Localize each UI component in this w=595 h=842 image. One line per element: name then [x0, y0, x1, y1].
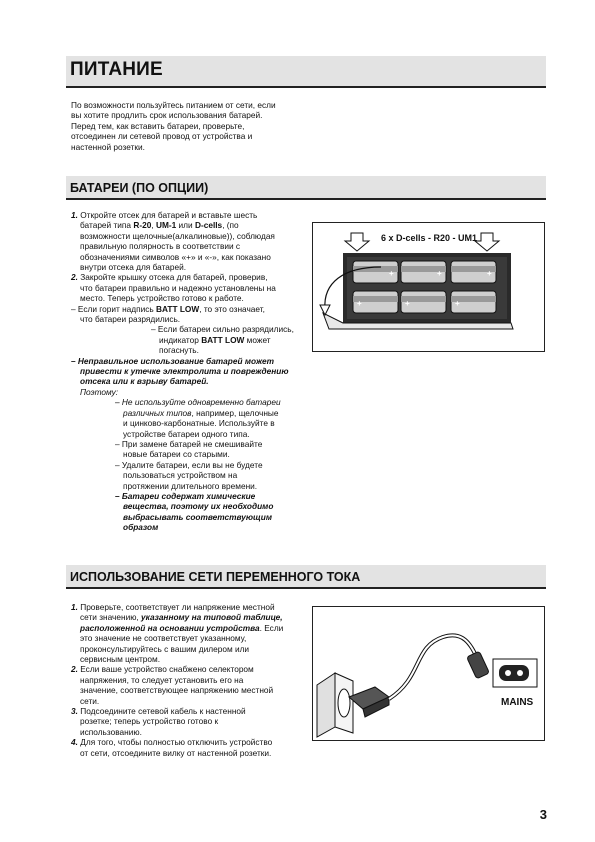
- step-text: ,: [151, 220, 156, 231]
- rating-plate-text: расположенной на основании устройства: [80, 622, 260, 633]
- step-text: сети.: [80, 695, 100, 706]
- power-intro-line: Перед тем, как вставить батареи, проверьте,: [71, 120, 245, 131]
- step-text: Проверьте, соответствует ли напряжение местной: [80, 602, 275, 612]
- rating-plate-text: указанному на типовой таблице,: [141, 612, 283, 623]
- svg-text:+: +: [455, 299, 460, 308]
- step-text: возможности щелочные(алкалиновые)), соблюдая: [80, 230, 275, 241]
- power-intro-line: отсоединен ли сетевой провод от устройства и: [71, 131, 253, 142]
- step-text: внутри отсека для батарей.: [80, 262, 187, 273]
- step-text: место. Теперь устройство готово к работе.: [80, 293, 244, 304]
- appliance-connector: [467, 651, 490, 679]
- step-number: 2.: [71, 272, 78, 283]
- svg-text:+: +: [389, 269, 394, 278]
- note-text: индикатор: [159, 334, 202, 345]
- disposal-text: различных типов: [123, 407, 192, 418]
- mains-heading: ИСПОЛЬЗОВАНИЕ СЕТИ ПЕРЕМЕННОГО ТОКА: [70, 570, 361, 584]
- disposal-text: – Удалите батареи, если вы не будете: [115, 459, 263, 470]
- batteries-text: [71, 210, 306, 533]
- step-text: розетке; теперь устройство готово к: [80, 716, 219, 727]
- step-number: 1.: [71, 210, 78, 220]
- step-text: Откройте отсек для батарей и вставьте шесть: [80, 210, 258, 220]
- insert-arrow-left: [345, 233, 369, 251]
- step-text: Если ваше устройство снабжено селектором: [80, 664, 254, 675]
- batteries-heading: БАТАРЕИ (ПО ОПЦИИ): [70, 181, 209, 195]
- step-text: Закройте крышку отсека для батарей, проверив,: [80, 272, 268, 283]
- battery-type-dcells: D-cells: [194, 220, 223, 231]
- power-intro-line: По возможности пользуйтесь питанием от сети, если: [71, 100, 276, 110]
- power-intro: [71, 100, 276, 152]
- step-text: использованию.: [80, 726, 142, 737]
- power-intro-line: настенной розетки.: [71, 141, 145, 152]
- svg-text:+: +: [405, 299, 410, 308]
- step-number: 3.: [71, 706, 78, 717]
- warning-text: привести к утечке электролита и повреждению: [80, 366, 289, 377]
- step-text: . Если: [259, 622, 284, 633]
- warning-text: – Неправильное использование батарей может: [71, 355, 275, 366]
- step-text: батарей типа: [80, 220, 134, 231]
- note-text: – Если горит надпись: [71, 303, 157, 314]
- step-text: Для того, чтобы полностью отключить устройство: [80, 737, 273, 748]
- mains-cable: [389, 635, 481, 699]
- step-1-line-2: [71, 220, 306, 230]
- battery-row-bottom: [353, 291, 496, 313]
- battery-type-r20: R-20: [133, 220, 152, 231]
- batt-low-note: [71, 304, 306, 314]
- step-1-line: [71, 210, 306, 220]
- disposal-text: и цинково-карбонатные. Используйте в: [123, 418, 275, 429]
- step-text: сервисным центром.: [80, 654, 161, 665]
- battery-type-um1: UM-1: [155, 220, 177, 231]
- step-text: напряжения, то следует установить его на: [80, 674, 244, 685]
- svg-text:+: +: [487, 269, 492, 278]
- mains-plug-illustration: [313, 607, 544, 740]
- therefore-label: Поэтому:: [80, 386, 119, 397]
- mains-label: MAINS: [501, 697, 534, 708]
- note-text: что батареи разрядились.: [80, 314, 181, 325]
- svg-text:+: +: [357, 299, 362, 308]
- power-intro-line: вы хотите продлить срок использования батарей.: [71, 110, 263, 121]
- disposal-text: новые батареи со старыми.: [123, 449, 230, 460]
- battery-figure-label: 6 x D-cells - R20 - UM1: [381, 233, 478, 243]
- disposal-text: – Не используйте одновременно батареи: [115, 397, 281, 408]
- svg-text:+: +: [437, 269, 442, 278]
- step-text: значение, соответствующее напряжению местной: [80, 685, 274, 696]
- batt-low-label: BATT LOW: [201, 334, 245, 345]
- disposal-warning: – Батареи содержат химические: [115, 490, 256, 501]
- step-text: сети значению,: [80, 612, 142, 623]
- mains-text: [71, 602, 306, 758]
- note-text: – Если батареи сильно разрядились,: [151, 324, 294, 335]
- batt-low-label: BATT LOW: [156, 303, 200, 314]
- disposal-text: протяжении длительного времени.: [123, 480, 258, 491]
- note-sub: [71, 335, 306, 356]
- step-text: или: [176, 220, 195, 231]
- mains-inlet: [499, 665, 529, 681]
- page-number: 3: [539, 807, 547, 822]
- step-number: 4.: [71, 737, 78, 748]
- note-text: может погаснуть.: [159, 334, 271, 356]
- step-2-line: [71, 272, 306, 282]
- step-number: 2.: [71, 664, 78, 675]
- warning-text: отсека или к взрыву батарей.: [80, 376, 209, 387]
- note-text: , то это означает,: [199, 303, 265, 314]
- disposal-text: устройстве батареи одного типа.: [123, 428, 250, 439]
- step-text: правильную полярность в соответствии с: [80, 241, 241, 252]
- step-text: Подсоедините сетевой кабель к настенной: [80, 706, 246, 717]
- open-arrow-head: [320, 305, 330, 315]
- disposal-warning: образом: [123, 522, 159, 533]
- power-heading: ПИТАНИЕ: [70, 59, 163, 80]
- socket-recess: [338, 689, 350, 717]
- step-text: , (по: [222, 220, 239, 231]
- wall-socket-side: [317, 673, 335, 737]
- mains-figure: [312, 606, 545, 741]
- disposal-text: – При замене батарей не смешивайте: [115, 438, 263, 449]
- battery-compartment-figure: [312, 222, 545, 352]
- step-text: проконсультируйтесь с вашим дилером или: [80, 643, 250, 654]
- step-text: это значение не соответствует указанному,: [80, 633, 247, 644]
- disposal-text: пользоваться устройством на: [123, 470, 238, 481]
- step-number: 1.: [71, 602, 78, 612]
- battery-row-top: [353, 261, 496, 283]
- step-text: обозначениями символов «+» и «-», как показано: [80, 251, 271, 262]
- insert-arrow-right: [475, 233, 499, 251]
- disposal-warning: вещества, поэтому их необходимо: [123, 501, 274, 512]
- step-text: от сети, отсоедините вилку от настенной розетки.: [80, 747, 272, 758]
- step-text: что батареи правильно и надежно установлены на: [80, 282, 276, 293]
- disposal-text: , например, щелочные: [191, 407, 279, 418]
- disposal-warning: выбрасывать соответствующим: [123, 511, 272, 522]
